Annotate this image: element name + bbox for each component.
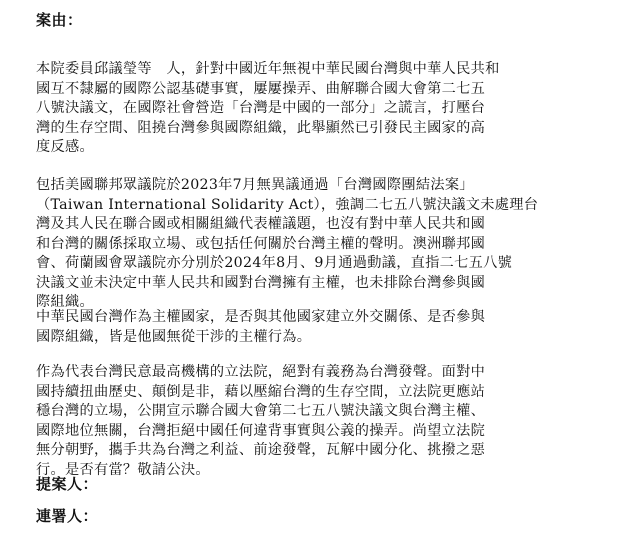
case-heading: 案由： <box>36 11 83 29</box>
proposer-label: 提案人： <box>36 475 99 493</box>
paragraph-line: 際組織。 <box>36 294 94 310</box>
cosigner-label: 連署人： <box>36 507 99 525</box>
paragraph-1 <box>36 60 606 158</box>
paragraph-4 <box>36 363 606 480</box>
paragraph-line: 灣的生存空間、阻撓台灣參與國際組織，此舉顯然已引發民主國家的高 <box>36 119 486 136</box>
paragraph-line: 灣及其人民在聯合國或相關組織代表權議題，也沒有對中華人民共和國 <box>36 216 486 232</box>
paragraph-2 <box>36 176 606 313</box>
paragraph-line: 本院委員邱議瑩等 人，針對中國近年無視中華民國台灣與中華人民共和 <box>36 61 500 77</box>
paragraph-line: 無分朝野，攜手共為台灣之利益、前途發聲，瓦解中國分化、挑撥之惡 <box>36 442 486 458</box>
paragraph-line: 度反感。 <box>36 139 94 155</box>
paragraph-line: 和台灣的關係採取立場、或包括任何關於台灣主權的聲明。澳洲聯邦國 <box>36 235 486 252</box>
paragraph-line: 行。是否有當？敬請公決。 <box>36 461 210 478</box>
paragraph-line: （Taiwan International Solidarity Act），強調二七五八號決議文未處理台 <box>36 196 539 213</box>
paragraph-line: 會、荷蘭國會眾議院亦分別於2024年8月、9月通過動議，直指二七五八號 <box>36 255 513 271</box>
paragraph-line: 穩台灣的立場，公開宣示聯合國大會第二七五八號決議文與台灣主權、 <box>36 403 486 419</box>
paragraph-line: 國際地位無關，台灣拒絕中國任何違背事實與公義的操弄。尚望立法院 <box>36 422 486 439</box>
paragraph-line: 作為代表台灣民意最高機構的立法院，絕對有義務為台灣發聲。面對中 <box>36 364 486 380</box>
paragraph-line: 八號決議文，在國際社會營造「台灣是中國的一部分」之謊言，打壓台 <box>36 100 486 116</box>
paragraph-line: 中華民國台灣作為主權國家，是否與其他國家建立外交關係、是否參與 <box>36 309 486 325</box>
paragraph-line: 國互不隸屬的國際公認基礎事實，屢屢操弄、曲解聯合國大會第二七五 <box>36 80 486 97</box>
paragraph-line: 國持續扭曲歷史、顛倒是非，藉以壓縮台灣的生存空間，立法院更應站 <box>36 383 486 400</box>
paragraph-line: 包括美國聯邦眾議院於2023年7月無異議通過「台灣國際團結法案」 <box>36 177 474 193</box>
paragraph-3 <box>36 308 606 347</box>
paragraph-line: 決議文並未決定中華人民共和國對台灣擁有主權，也未排除台灣參與國 <box>36 274 486 291</box>
paragraph-line: 國際組織，皆是他國無從干涉的主權行為。 <box>36 328 312 345</box>
